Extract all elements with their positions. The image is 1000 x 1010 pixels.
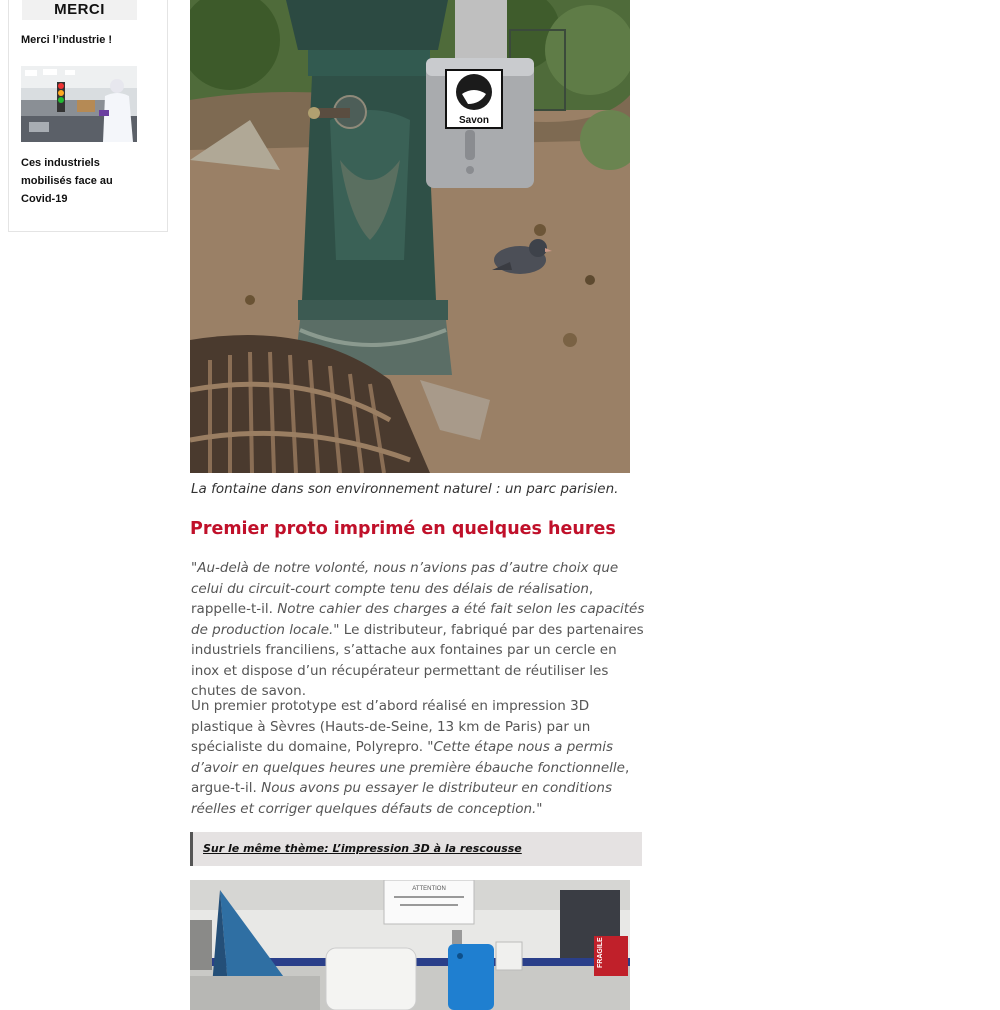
quote-3: "Cette étape nous a permis d’avoir en quelques heures une première ébauche fonctionnelle	[191, 739, 625, 776]
related-article-box	[190, 832, 642, 866]
sidebar-link-merci-industrie[interactable]: Merci l’industrie !	[21, 34, 113, 46]
workshop-prototype-photo-icon	[190, 880, 630, 1010]
section-heading: Premier proto imprimé en quelques heures	[190, 519, 616, 539]
quote-2: Notre cahier des charges a été fait selon les capacités de production locale."	[191, 601, 645, 638]
related-article-link[interactable]: Sur le même thème: L’impression 3D à la rescousse	[203, 842, 522, 855]
text-2: Le distributeur, fabriqué par des partenaires industriels franciliens, s’attache aux fontaines par un cercle en inox et dispose d’un récupérateur permettant de réutiliser les chutes de savon.	[191, 621, 644, 699]
article-paragraph-1	[191, 558, 646, 702]
quote-4: Nous avons pu essayer le distributeur en conditions réelles et corriger quelques défauts de conception."	[191, 780, 613, 817]
factory-thumbnail-image[interactable]	[21, 66, 137, 142]
fragile-label: FRAGILE	[597, 937, 604, 968]
text-1: , rappelle-t-il.	[191, 580, 594, 617]
workshop-photo	[190, 880, 630, 1010]
fountain-photo	[190, 0, 630, 473]
dispenser-label: Savon	[458, 115, 490, 126]
text-3: Un premier prototype est d’abord réalisé en impression 3D plastique à Sèvres (Hauts-de-Seine, 13 km de Paris) par un spécialiste du domaine, Polyrepro.	[191, 698, 591, 755]
text-4: , argue-t-il.	[191, 759, 630, 796]
sidebar-link-covid-industriels[interactable]: Ces industriels mobilisés face au Covid-19	[21, 157, 113, 205]
factory-workers-photo-icon	[21, 66, 137, 142]
article-paragraph-2	[191, 696, 646, 819]
quote-1: "Au-delà de notre volonté, nous n’avions pas d’autre choix que celui du circuit-court compte tenu des délais de réalisation	[191, 560, 619, 597]
photo-caption: La fontaine dans son environnement naturel : un parc parisien.	[191, 481, 619, 497]
notice-sign-text: ATTENTION	[412, 886, 446, 892]
merci-banner[interactable]: MERCI	[22, 0, 137, 20]
soap-dispenser-fountain-photo-icon	[190, 0, 630, 473]
